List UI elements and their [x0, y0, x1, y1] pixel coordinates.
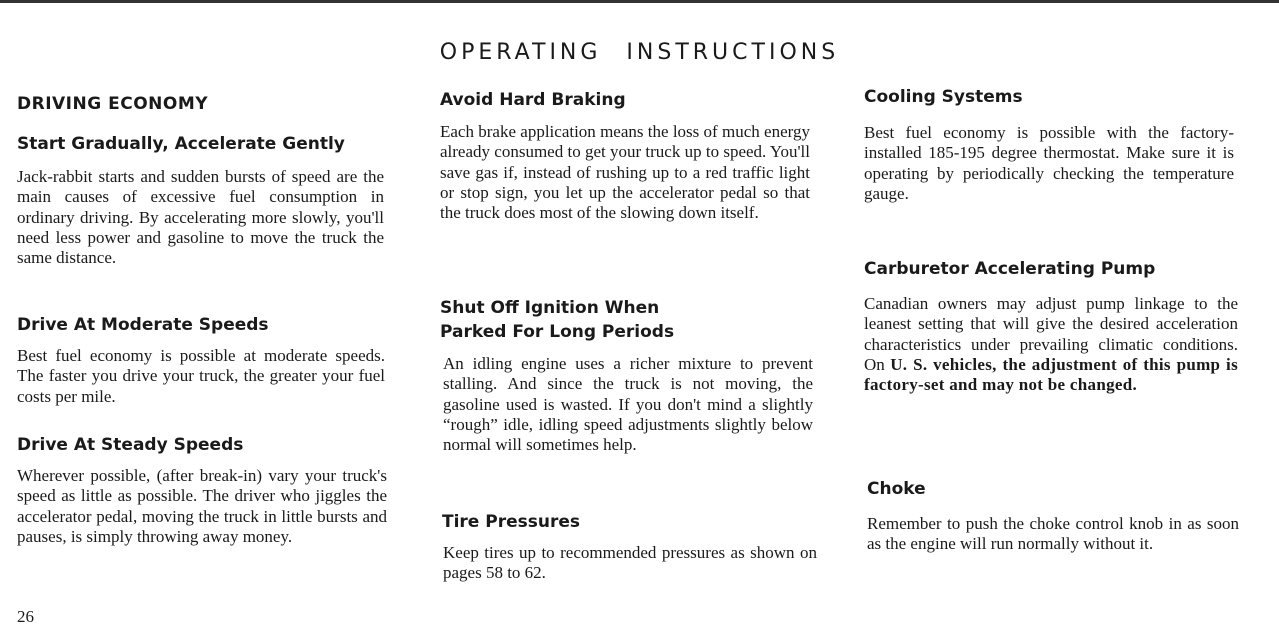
heading-tire-pressures: Tire Pressures [442, 512, 581, 532]
page-title: OPERATING INSTRUCTIONS [439, 40, 840, 65]
heading-steady-speeds: Drive At Steady Speeds [17, 435, 244, 455]
paragraph-shut-off-ignition: An idling engine uses a richer mixture to prevent stalling. And since the truck is not moving, the gasoline used is wasted. If you don't mind a slightly “rough” idle, idling speed adjustments slightly below normal will sometimes help. [443, 354, 813, 455]
top-border-rule [0, 0, 1279, 3]
paragraph-choke: Remember to push the choke control knob in as soon as the engine will run normally without it. [867, 514, 1239, 554]
heading-shut-off-ignition-line1: Shut Off Ignition When [440, 298, 660, 318]
paragraph-carburetor-pump [864, 294, 1238, 395]
paragraph-avoid-hard-braking: Each brake application means the loss of much energy already consumed to get your truck up to speed. You'll save gas if, instead of rushing up to a red traffic light or stop sign, you let up the accelerator pedal so that the truck does most of the slowing down itself. [440, 122, 810, 223]
paragraph-carburetor-pump-bold: U. S. vehicles, the adjustment of this pump is factory-set and may not be changed. [864, 354, 1238, 395]
paragraph-tire-pressures: Keep tires up to recommended pressures as shown on pages 58 to 62. [443, 543, 817, 583]
paragraph-moderate-speeds: Best fuel economy is possible at moderate speeds. The faster you drive your truck, the greater your fuel costs per mile. [17, 346, 385, 406]
heading-cooling-systems: Cooling Systems [864, 87, 1023, 107]
heading-avoid-hard-braking: Avoid Hard Braking [440, 90, 626, 110]
paragraph-steady-speeds: Wherever possible, (after break-in) vary your truck's speed as little as possible. The driver who jiggles the accelerator pedal, moving the truck in little bursts and pauses, is simply throwing away money. [17, 466, 387, 546]
page-number: 26 [17, 607, 34, 626]
section-title-driving-economy: DRIVING ECONOMY [17, 94, 209, 114]
paragraph-cooling-systems: Best fuel economy is possible with the factory-installed 185-195 degree thermostat. Make sure it is operating by periodically checking the temperature gauge. [864, 123, 1234, 203]
heading-start-gradually: Start Gradually, Accelerate Gently [17, 134, 345, 154]
heading-carburetor-pump: Carburetor Accelerating Pump [864, 259, 1156, 279]
heading-shut-off-ignition-line2: Parked For Long Periods [440, 322, 675, 342]
paragraph-carburetor-pump-plain: Canadian owners may adjust pump linkage to the leanest setting that will give the desired acceleration characteristics under prevailing climatic conditions. On [864, 294, 1238, 374]
heading-moderate-speeds: Drive At Moderate Speeds [17, 315, 269, 335]
heading-choke: Choke [867, 479, 926, 499]
paragraph-start-gradually: Jack-rabbit starts and sudden bursts of speed are the main causes of excessive fuel consumption in ordinary driving. By accelerating more slowly, you'll need less power and gasoline to move the truck the same distance. [17, 167, 384, 268]
